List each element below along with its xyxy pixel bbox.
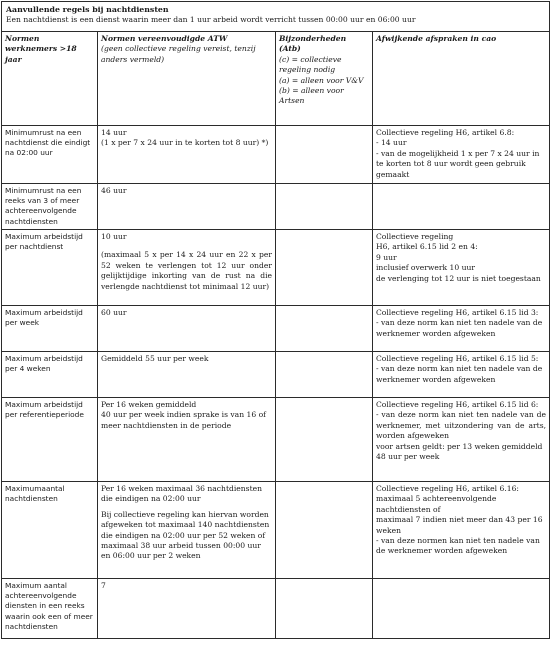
atw-cell	[98, 184, 276, 230]
column-header-atb-label: Bijzonderheden (Atb)	[279, 34, 347, 54]
document-page	[1, 1, 549, 639]
atw-cell	[98, 352, 276, 398]
row-label: Maximum aantal achtereenvolgende diensten in een reeks waarin ook een of meer nachtdiensten	[2, 579, 98, 639]
column-header-row	[2, 32, 550, 126]
atb-cell	[276, 579, 373, 639]
table-row	[2, 184, 550, 230]
cao-cell	[373, 352, 550, 398]
table-row	[2, 482, 550, 579]
atw-text: 7	[101, 581, 106, 590]
table-row	[2, 126, 550, 184]
cao-text: Collectieve regeling	[376, 232, 454, 241]
column-header-atw-label: Normen vereenvoudigde ATW	[101, 34, 228, 43]
table-row	[2, 398, 550, 482]
column-header-atw-note: (geen collectieve regeling vereist, tenzij anders vermeld)	[101, 44, 256, 64]
cao-cell	[373, 579, 550, 639]
atw-cell	[98, 482, 276, 579]
cao-text: - van deze norm kan niet ten nadele van de werknemer worden afgeweken	[376, 318, 543, 338]
table-row	[2, 352, 550, 398]
atw-cell	[98, 579, 276, 639]
atb-cell	[276, 352, 373, 398]
atb-cell	[276, 126, 373, 184]
cao-text: de verlenging tot 12 uur is niet toegestaan	[376, 273, 541, 283]
cao-text: 9 uur	[376, 252, 397, 262]
table-row	[2, 579, 550, 639]
row-label: Maximumaantal nachtdiensten	[2, 482, 98, 579]
column-header-atb-line: (b) = alleen voor Artsen	[279, 86, 344, 106]
atw-cell	[98, 230, 276, 306]
cao-text: maximaal 7 indien niet meer dan 43 per 16 weken	[376, 515, 543, 535]
table-title-row	[2, 2, 550, 32]
cao-text: Collectieve regeling H6, artikel 6.15 lid 6:	[376, 400, 539, 409]
cao-text: - van deze norm kan niet ten nadele van de werknemer, met uitzondering van de arts, worden afgeweken	[376, 410, 547, 441]
row-label: Maximum arbeidstijd per week	[2, 306, 98, 352]
cao-cell	[373, 184, 550, 230]
column-header-atw	[98, 32, 276, 126]
row-label: Maximum arbeidstijd per referentieperiode	[2, 398, 98, 482]
column-header-norms	[2, 32, 98, 126]
cao-cell	[373, 230, 550, 306]
atw-text: 46 uur	[101, 186, 127, 195]
cao-text: H6, artikel 6.15 lid 2 en 4:	[376, 242, 478, 252]
atw-text: 40 uur per week indien sprake is van 16 of meer nachtdiensten in de periode	[101, 410, 266, 430]
row-label: Maximum arbeidstijd per nachtdienst	[2, 230, 98, 306]
table-subtitle: Een nachtdienst is een dienst waarin meer dan 1 uur arbeid wordt verricht tussen 00:00 uur en 06:00 uur	[6, 15, 416, 25]
cao-text: Collectieve regeling H6, artikel 6.15 lid 5:	[376, 354, 539, 363]
atw-text: Per 16 weken gemiddeld	[101, 400, 197, 409]
atw-text: Bij collectieve regeling kan hiervan worden afgeweken tot maximaal 140 nachtdiensten die eindigen na 02:00 uur per 52 weken of maximaal 38 uur arbeid tussen 00:00 uur en 06:00 uur per 2 weken	[101, 509, 270, 561]
atb-cell	[276, 398, 373, 482]
column-header-cao	[373, 32, 550, 126]
atw-text: Per 16 weken maximaal 36 nachtdiensten die eindigen na 02:00 uur	[101, 484, 263, 504]
cao-text: Collectieve regeling H6, artikel 6.8:	[376, 128, 515, 137]
column-header-atb-line: (c) = collectieve regeling nodig	[279, 54, 342, 75]
column-header-atb	[276, 32, 373, 126]
atb-cell	[276, 482, 373, 579]
table-title: Aanvullende regels bij nachtdiensten	[6, 5, 169, 14]
atw-text: (maximaal 5 x per 14 x 24 uur en 22 x per 52 weken te verlengen tot 12 uur onder gelijktijdige inkorting van de rust na die verlengde nachtdienst tot minimaal 12 uur)	[101, 250, 272, 291]
table-row	[2, 230, 550, 306]
cao-text: - 14 uur	[376, 138, 407, 148]
atw-text: 10 uur	[101, 232, 127, 241]
atw-cell	[98, 126, 276, 184]
atb-cell	[276, 306, 373, 352]
column-header-cao-label: Afwijkende afspraken in cao	[376, 34, 497, 43]
cao-text: - van de mogelijkheid 1 x per 7 x 24 uur in te korten tot 8 uur wordt geen gebruik gemaakt	[376, 148, 540, 179]
row-label: Maximum arbeidstijd per 4 weken	[2, 352, 98, 398]
atb-cell	[276, 184, 373, 230]
row-label: Minimumrust na een nachtdienst die eindigt na 02:00 uur	[2, 126, 98, 184]
cao-cell	[373, 126, 550, 184]
cao-text: - van deze norm kan niet ten nadele van de werknemer worden afgeweken	[376, 364, 543, 384]
atw-text: 14 uur	[101, 128, 127, 137]
atw-text: Gemiddeld 55 uur per week	[101, 354, 209, 363]
column-header-atb-line: (a) = alleen voor V&V	[279, 75, 364, 85]
cao-text: maximaal 5 achtereenvolgende nachtdiensten of	[376, 494, 497, 514]
table-row	[2, 306, 550, 352]
cao-cell	[373, 306, 550, 352]
atw-cell	[98, 306, 276, 352]
cao-text: voor artsen geldt: per 13 weken gemiddeld	[376, 441, 543, 451]
night-shift-rules-table	[1, 1, 550, 639]
cao-text: Collectieve regeling H6, artikel 6.16:	[376, 484, 519, 493]
row-label: Minimumrust na een reeks van 3 of meer achtereenvolgende nachtdiensten	[2, 184, 98, 230]
cao-text: 48 uur per week	[376, 452, 440, 462]
atw-text: 60 uur	[101, 308, 127, 317]
atw-cell	[98, 398, 276, 482]
cao-text: - van deze normen kan niet ten nadele van de werknemer worden afgeweken	[376, 536, 540, 556]
cao-cell	[373, 398, 550, 482]
cao-text: inclusief overwerk 10 uur	[376, 263, 476, 273]
cao-cell	[373, 482, 550, 579]
column-header-norms-label: Normen werknemers >18 jaar	[5, 34, 77, 64]
atw-text: (1 x per 7 x 24 uur in te korten tot 8 uur) *)	[101, 138, 269, 148]
atb-cell	[276, 230, 373, 306]
cao-text: Collectieve regeling H6, artikel 6.15 lid 3:	[376, 308, 539, 317]
table-title-cell	[2, 2, 550, 32]
